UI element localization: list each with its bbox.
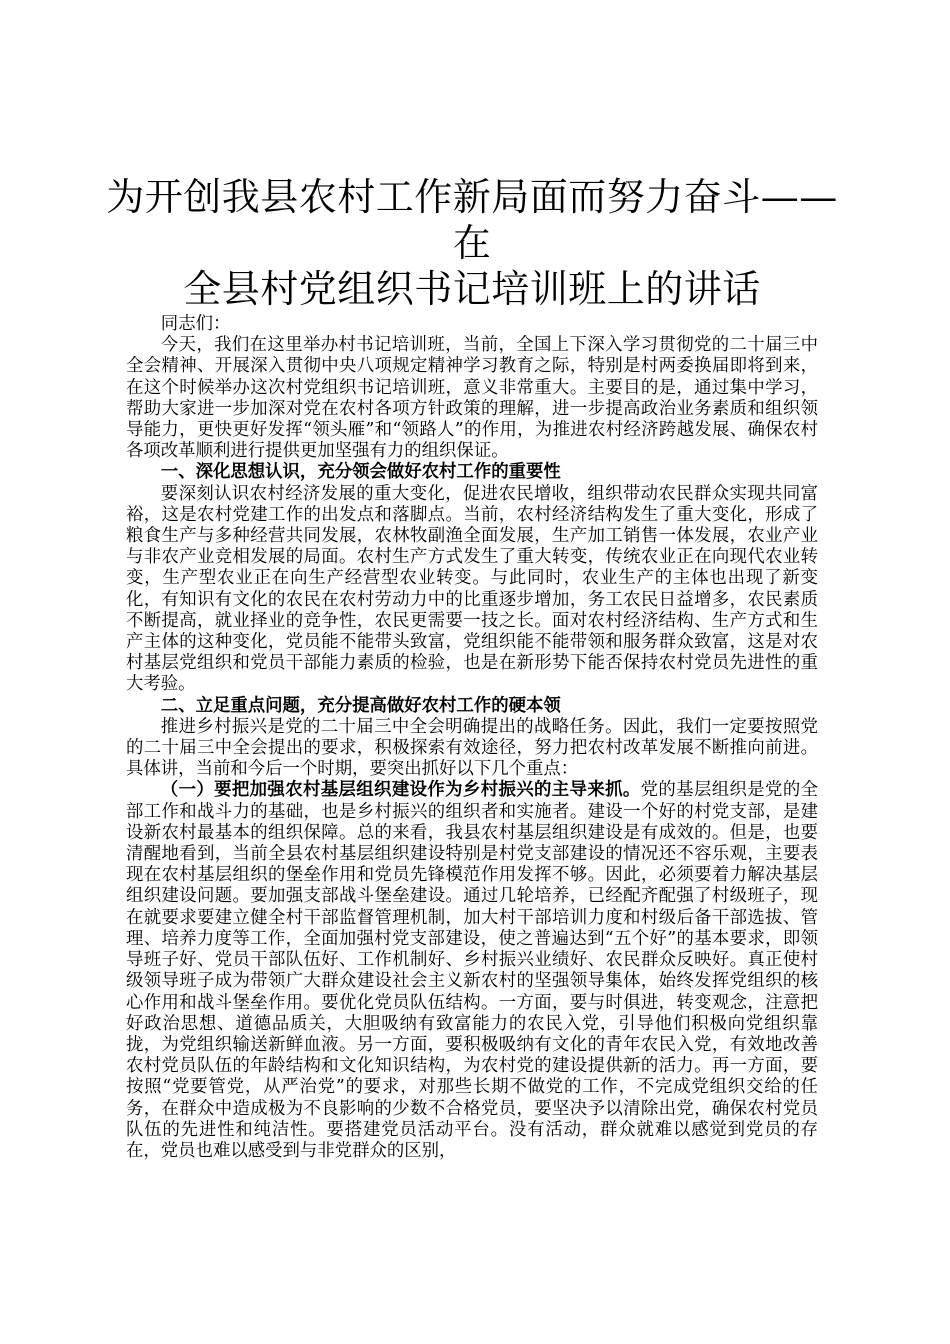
title-line-1: 为开创我县农村工作新局面而努力奋斗——在	[106, 175, 838, 265]
document-page	[106, 174, 838, 1162]
section-2-heading: 二、立足重点问题，充分提高做好农村工作的硬本领	[160, 695, 561, 716]
salutation: 同志们：	[160, 314, 231, 334]
document-body	[126, 314, 818, 1162]
point-1-lead: （一）要把加强农村基层组织建设作为乡村振兴的主导来抓。	[160, 780, 641, 801]
intro-paragraph: 今天，我们在这里举办村书记培训班，当前，全国上下深入学习贯彻党的二十届三中全会精神、开展深入贯彻中央八项规定精神学习教育之际，特别是村两委换届即将到来，在这个时候举办这次村党组织书记培训班，意义非常重大。主要目的是，通过集中学习，帮助大家进一步加深对党在农村各项方针政策的理解，进一步提高政治业务素质和组织领导能力，更快更好发挥“领头雁”和“领路人”的作用，为推进农村经济跨越发展、确保农村各项改革顺利进行提供更加坚强有力的组织保证。	[126, 335, 818, 462]
point-1-paragraph	[126, 780, 818, 1162]
section-1-heading: 一、深化思想认识，充分领会做好农村工作的重要性	[160, 462, 561, 483]
section-1-paragraph: 要深刻认识农村经济发展的重大变化，促进农民增收，组织带动农民群众实现共同富裕，这是农村党建工作的出发点和落脚点。当前，农村经济结构发生了重大变化，形成了粮食生产与多种经营共同发展，农林牧副渔全面发展，生产加工销售一体发展，农业产业与非农产业竞相发展的局面。农村生产方式发生了重大转变，传统农业正在向现代农业转变，生产型农业正在向生产经营型农业转变。与此同时，农业生产的主体也出现了新变化，有知识有文化的农民在农村劳动力中的比重逐步增加，务工农民日益增多，农民素质不断提高，就业择业的竞争性，农民更需要一技之长。面对农村经济结构、生产方式和生产主体的这种变化，党员能不能带头致富，党组织能不能带领和服务群众致富，这是对农村基层党组织和党员干部能力素质的检验，也是在新形势下能否保持农村党员先进性的重大考验。	[126, 483, 818, 695]
point-1-body: 党的基层组织是党的全部工作和战斗力的基础，也是乡村振兴的组织者和实施者。建设一个好的村党支部，是建设新农村最基本的组织保障。总的来看，我县农村基层组织建设是有成效的。但是，也要清醒地看到，当前全县农村基层组织建设特别是村党支部建设的情况还不容乐观，主要表现在农村基层组织的堡垒作用和党员先锋模范作用发挥不够。因此，必须要着力解决基层组织建设问题。要加强支部战斗堡垒建设。通过几轮培养，已经配齐配强了村级班子，现在就要求要建立健全村干部监督管理机制，加大村干部培训力度和村级后备干部选拔、管理、培养力度等工作，全面加强村党支部建设，使之普遍达到“五个好”的基本要求，即领导班子好、党员干部队伍好、工作机制好、乡村振兴业绩好、农民群众反映好。真正使村级领导班子成为带领广大群众建设社会主义新农村的坚强领导集体，始终发挥党组织的核心作用和战斗堡垒作用。要优化党员队伍结构。一方面，要与时俱进，转变观念，注意把好政治思想、道德品质关，大胆吸纳有致富能力的农民入党，引导他们积极向党组织靠拢，为党组织输送新鲜血液。另一方面，要积极吸纳有文化的青年农民入党，有效地改善农村党员队伍的年龄结构和文化知识结构，为农村党的建设提供新的活力。再一方面，要按照“党要管党，从严治党”的要求，对那些长期不做党的工作，不完成党组织交给的任务，在群众中造成极为不良影响的少数不合格党员，要坚决予以清除出党，确保农村党员队伍的先进性和纯洁性。要搭建党员活动平台。没有活动，群众就难以感觉到党员的存在，党员也难以感受到与非党群众的区别，	[126, 780, 818, 1161]
document-title	[106, 174, 838, 312]
title-line-2: 全县村党组织书记培训班上的讲话	[183, 267, 761, 311]
section-2-paragraph: 推进乡村振兴是党的二十届三中全会明确提出的战略任务。因此，我们一定要按照党的二十届三中全会提出的要求，积极探索有效途径，努力把农村改革发展不断推向前进。具体讲，当前和今后一个时期，要突出抓好以下几个重点：	[126, 716, 818, 780]
